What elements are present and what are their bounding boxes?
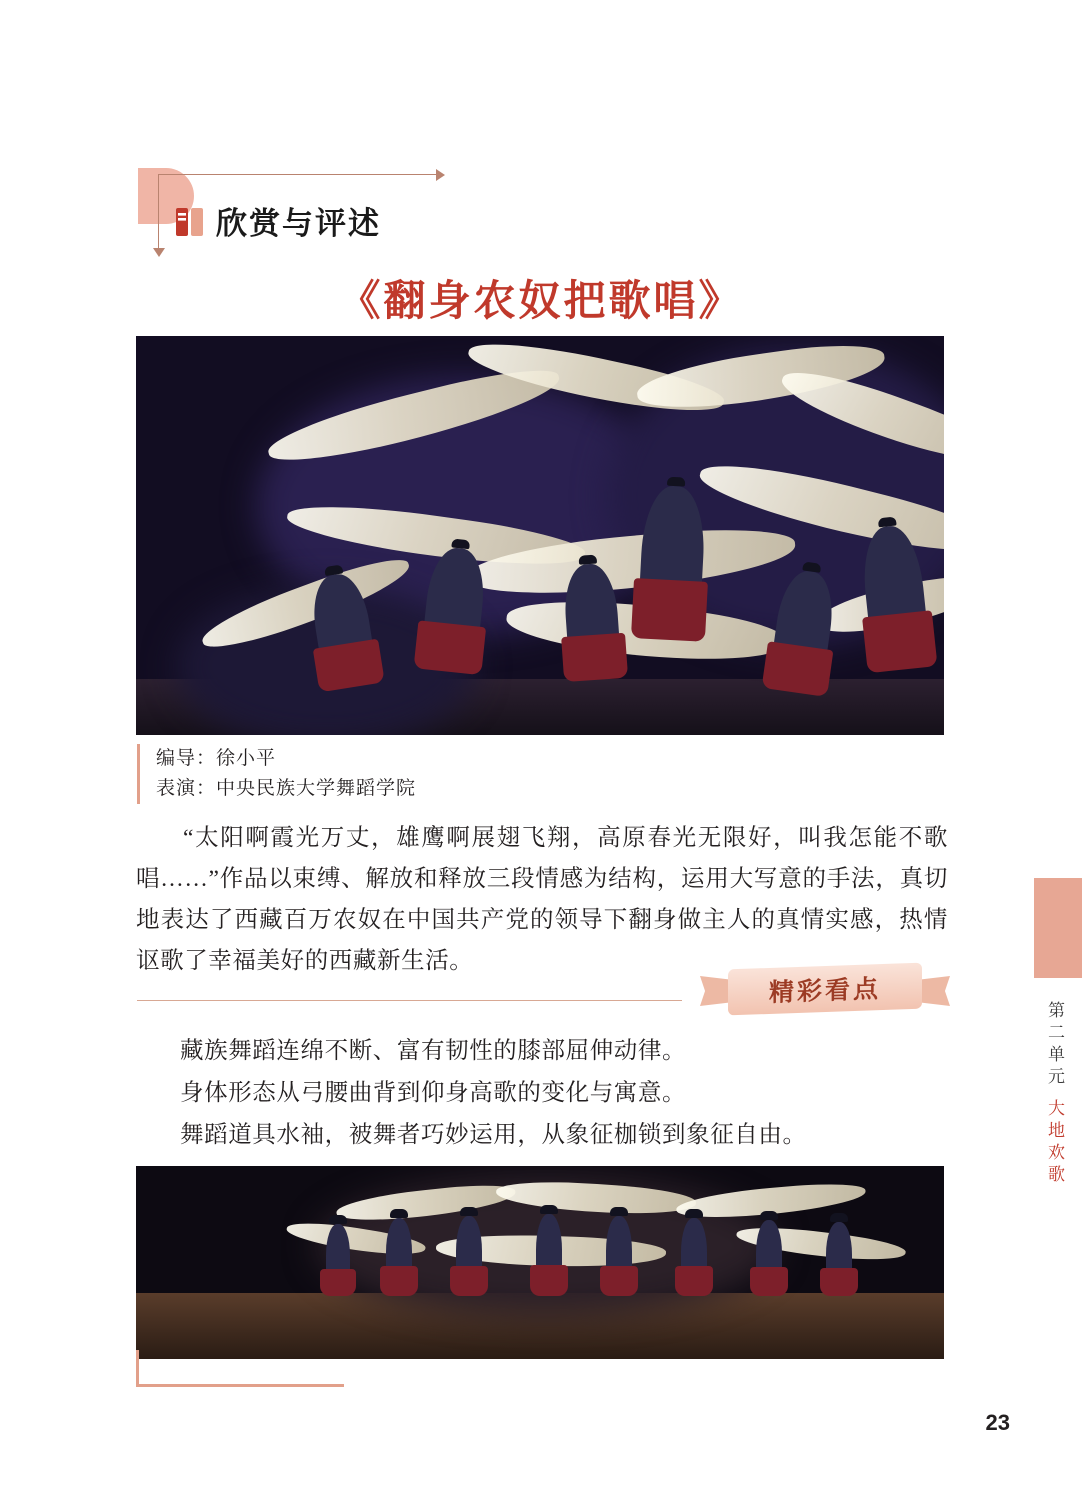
header-vertical-rule [158,174,159,252]
page-number: 23 [985,1410,1010,1435]
header-horizontal-rule [158,174,440,175]
list-item: 身体形态从弓腰曲背到仰身高歌的变化与寓意。 [180,1080,687,1106]
credit-performer: 表演：中央民族大学舞蹈学院 [156,778,417,799]
section-divider [137,1000,682,1001]
header-right-arrow-icon [436,169,445,181]
tibetan-dance-performance-photo [136,336,944,735]
page-title: 《翻身农奴把歌唱》 [338,277,744,324]
unit-label: 第二单元 [1048,1001,1066,1086]
group-dance-finale-photo [136,1166,944,1359]
list-item: 藏族舞蹈连绵不断、富有韧性的膝部屈伸动律。 [180,1038,687,1064]
list-item: 舞蹈道具水袖，被舞者巧妙运用，从象征枷锁到象征自由。 [180,1122,807,1148]
ribbon-label: 精彩看点 [768,975,881,1007]
photo-corner-decoration [136,1350,344,1387]
unit-color-tab [1034,878,1082,978]
credit-director: 编导：徐小平 [156,748,277,769]
body-paragraph: “太阳啊霞光万丈，雄鹰啊展翅飞翔，高原春光无限好，叫我怎能不歌唱……”作品以束缚、解放和释放三段情感为结构，运用大写意的手法，真切地表达了西藏百万农奴在中国共产党的领导下翻身做主人的真情实感，热情讴歌了幸福美好的西藏新生活。 [136,825,948,974]
photo-credits [137,744,416,804]
book-icon [176,206,206,238]
header-down-arrow-icon [153,248,165,257]
highlights-ribbon-badge [700,960,950,1018]
section-title: 欣赏与评述 [216,206,381,241]
highlights-list [180,1030,940,1156]
unit-subtitle: 大地欢歌 [1048,1099,1066,1184]
section-header [138,168,698,254]
